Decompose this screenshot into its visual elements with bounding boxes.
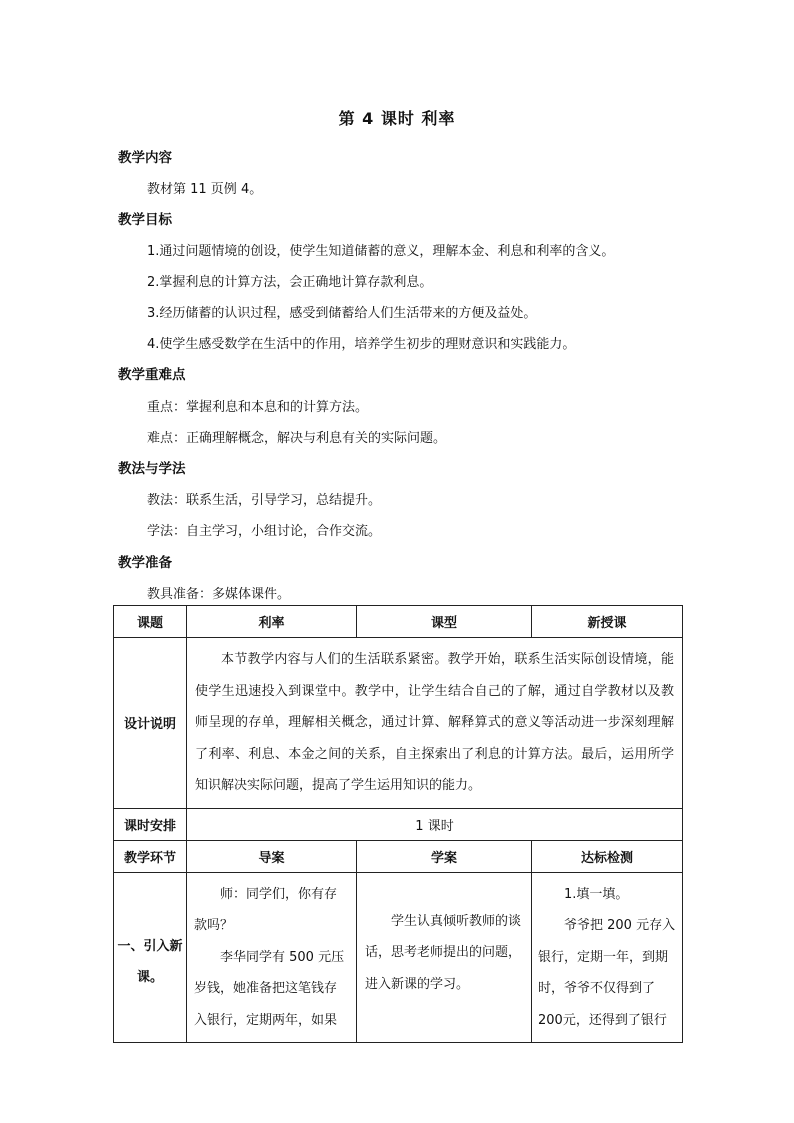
heading-key-points: 教学重难点 [118,367,186,383]
table-row [114,606,683,638]
goal-item-1: 1.通过问题情境的创设，使学生知道储蓄的意义，理解本金、利息和利率的含义。 [147,244,615,259]
lesson-type-label: 课型 [357,606,532,638]
page-title: 第 4 课时 利率 [338,109,456,128]
topic-label: 课题 [114,606,187,638]
topic-value: 利率 [187,606,357,638]
stage-intro: 一、引入新课。 [114,872,187,1043]
design-description: 本节教学内容与人们的生活联系紧密。教学开始，联系生活实际创设情境，能使学生迅速投入到课堂中。教学中，让学生结合自己的了解，通过自学教材以及教师呈现的存单，理解相关概念，通过计算、解释算式的意义等活动进一步深刻理解了利率、利息、本金之间的关系，自主探索出了利息的计算方法。最后，运用所学知识解决实际问题，提高了学生运用知识的能力。 [187,638,683,809]
table-row [114,840,683,872]
teaching-method-text: 教法：联系生活，引导学习，总结提升。 [147,493,382,508]
guide-paragraph-2: 李华同学有 500 元压岁钱，她准备把这笔钱存入银行，定期两年，如果 [194,949,345,1028]
table-row [114,638,683,809]
check-cell [532,872,683,1043]
teaching-content-text: 教材第 11 页例 4。 [147,182,263,197]
schedule-value: 1 课时 [187,808,683,840]
col-header-check: 达标检测 [532,840,683,872]
lesson-plan-table [113,605,683,1043]
col-header-guide: 导案 [187,840,357,872]
table-row [114,872,683,1043]
check-paragraph-1: 1.填一填。 [564,886,629,902]
study-paragraph: 学生认真倾听教师的谈话，思考老师提出的问题，进入新课的学习。 [365,913,522,992]
preparation-text: 教具准备：多媒体课件。 [147,587,291,602]
table-row [114,808,683,840]
learning-method-text: 学法：自主学习，小组讨论，合作交流。 [147,524,382,539]
goal-item-2: 2.掌握利息的计算方法，会正确地计算存款利息。 [147,275,433,290]
heading-preparation: 教学准备 [118,555,172,571]
schedule-label: 课时安排 [114,808,187,840]
study-cell [357,872,532,1043]
heading-teaching-content: 教学内容 [118,150,172,166]
heading-methods: 教法与学法 [118,461,186,477]
check-paragraph-2: 爷爷把 200 元存入银行，定期一年，到期时，爷爷不仅得到了 200元，还得到了银行 [538,918,676,1028]
goal-item-3: 3.经历储蓄的认识过程，感受到储蓄给人们生活带来的方便及益处。 [147,306,537,321]
heading-teaching-goals: 教学目标 [118,212,172,228]
guide-paragraph-1: 师：同学们，你有存款吗？ [194,886,338,933]
key-point-text: 重点：掌握利息和本息和的计算方法。 [147,400,369,415]
guide-cell [187,872,357,1043]
goal-item-4: 4.使学生感受数学在生活中的作用，培养学生初步的理财意识和实践能力。 [147,337,576,352]
difficulty-text: 难点：正确理解概念，解决与利息有关的实际问题。 [147,431,447,446]
col-header-stage: 教学环节 [114,840,187,872]
design-label: 设计说明 [114,638,187,809]
lesson-type-value: 新授课 [532,606,683,638]
col-header-study: 学案 [357,840,532,872]
